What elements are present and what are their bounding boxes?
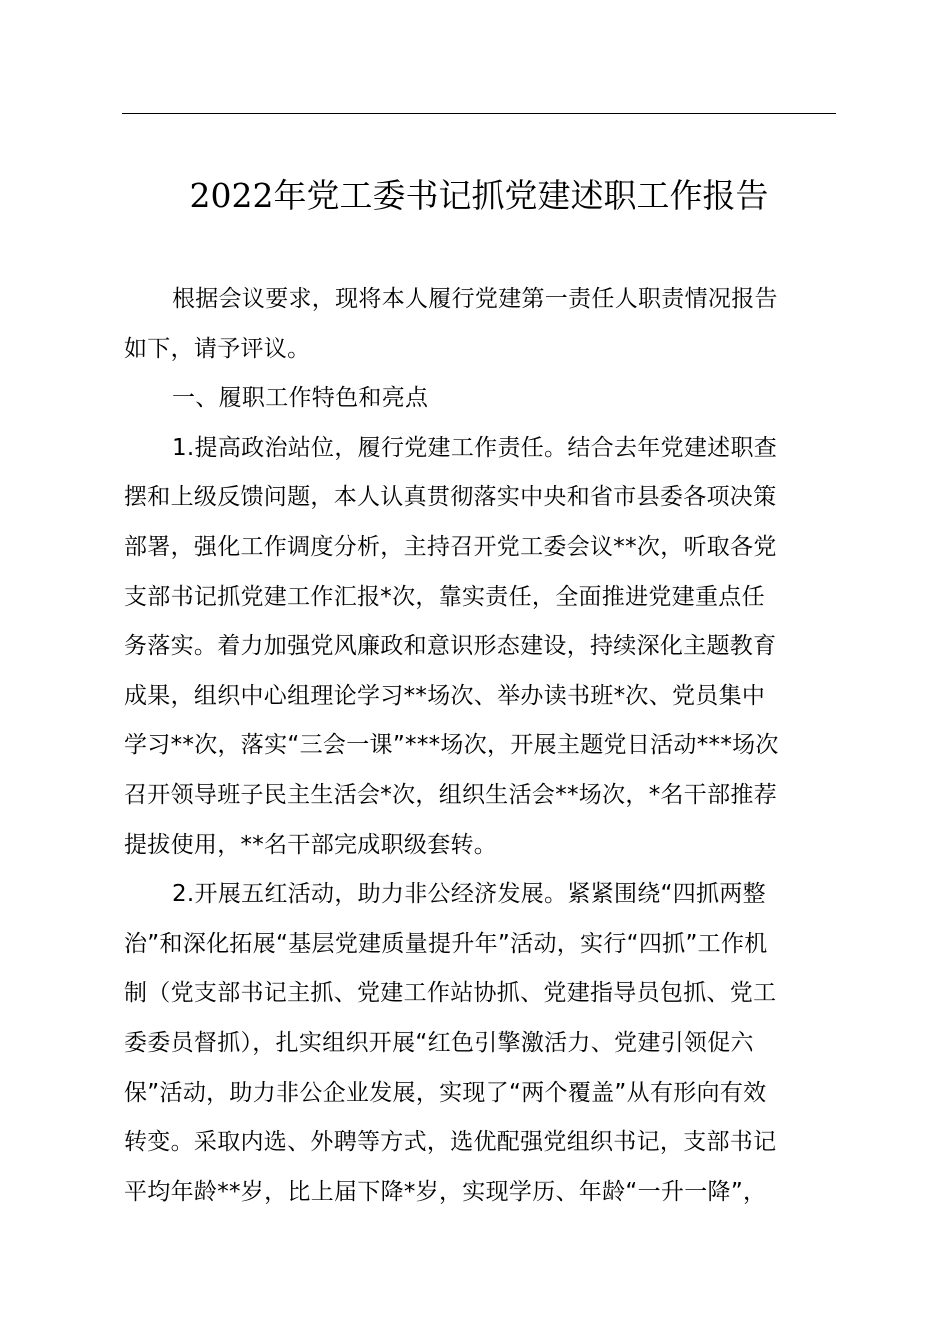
body-line: 支部书记抓党建工作汇报*次，靠实责任，全面推进党建重点任: [124, 583, 765, 610]
body-line: 治”和深化拓展“基层党建质量提升年”活动，实行“四抓”工作机: [124, 930, 768, 957]
body-line: 2.开展五红活动，助力非公经济发展。紧紧围绕“四抓两整: [172, 881, 766, 908]
header-rule: [122, 113, 836, 114]
body-line: 成果，组织中心组理论学习**场次、举办读书班*次、党员集中: [124, 682, 766, 709]
body-line: 学习**次，落实“三会一课”***场次，开展主题党日活动***场次: [124, 732, 779, 759]
body-line: 平均年龄**岁，比上届下降*岁，实现学历、年龄“一升一降”，: [124, 1178, 767, 1205]
body-line: 制（党支部书记主抓、党建工作站协抓、党建指导员包抓、党工: [124, 980, 777, 1007]
body-line: 召开领导班子民主生活会*次，组织生活会**场次，*名干部推荐: [124, 781, 777, 808]
body-line: 1.提高政治站位，履行党建工作责任。结合去年党建述职查: [172, 434, 778, 461]
body-line: 根据会议要求，现将本人履行党建第一责任人职责情况报告: [172, 286, 778, 312]
body-line: 部署，强化工作调度分析，主持召开党工委会议**次，听取各党: [124, 533, 777, 560]
body-line: 保”活动，助力非公企业发展，实现了“两个覆盖”从有形向有效: [124, 1079, 767, 1106]
section-heading: 一、履职工作特色和亮点: [172, 385, 429, 412]
document-title: 2022年党工委书记抓党建述职工作报告: [189, 176, 769, 215]
body-line: 委委员督抓），扎实组织开展“红色引擎激活力、党建引领促六: [124, 1029, 754, 1056]
body-line: 如下，请予评议。: [124, 335, 311, 362]
body-line: 摆和上级反馈问题，本人认真贯彻落实中央和省市县委各项决策: [124, 484, 777, 511]
document-body: [124, 275, 838, 1217]
body-line: 提拔使用，**名干部完成职级套转。: [124, 831, 498, 858]
body-line: 务落实。着力加强党风廉政和意识形态建设，持续深化主题教育: [124, 633, 777, 660]
body-line: 转变。采取内选、外聘等方式，选优配强党组织书记，支部书记: [124, 1129, 777, 1156]
